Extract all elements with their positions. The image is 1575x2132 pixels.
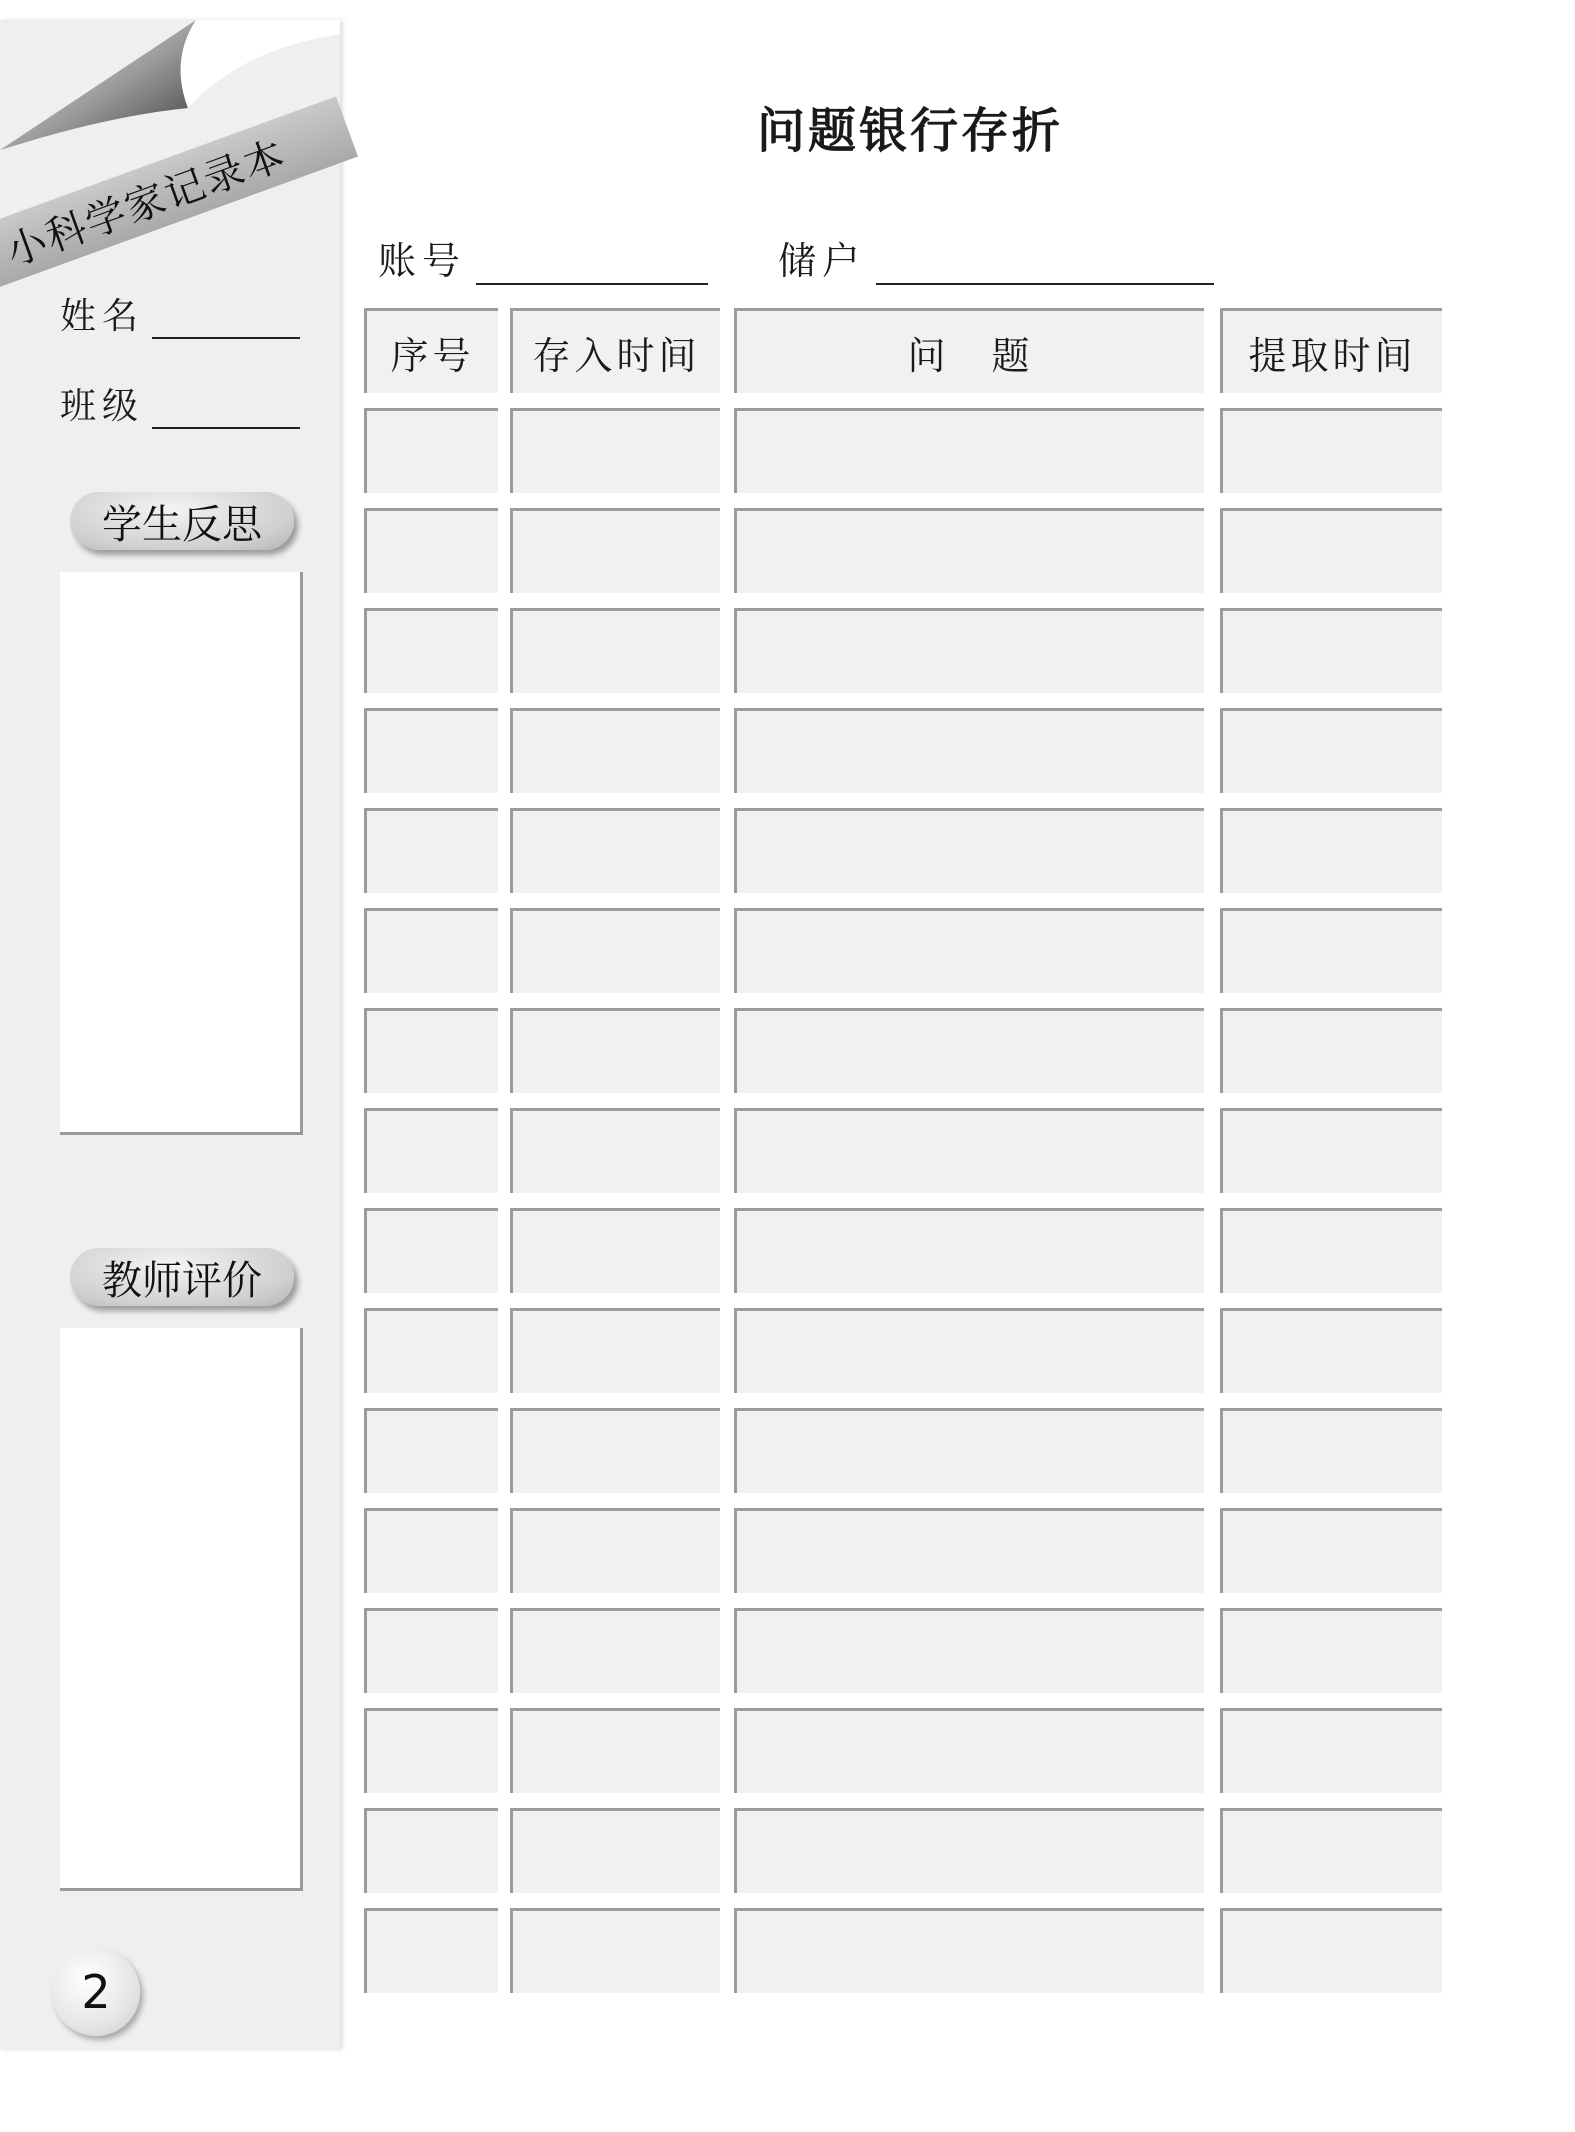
serial-number-cell[interactable]: [364, 808, 498, 893]
holder-label: 储户: [778, 239, 867, 283]
serial-number-cell[interactable]: [364, 608, 498, 693]
withdraw-time-cell[interactable]: [1220, 1708, 1442, 1793]
question-cell[interactable]: [734, 708, 1204, 793]
class-label: 班级: [60, 386, 145, 427]
question-cell[interactable]: [734, 1108, 1204, 1193]
deposit-time-cell[interactable]: [510, 1908, 720, 1993]
serial-number-cell[interactable]: [364, 1608, 498, 1693]
header-serial-number: 序号: [364, 308, 498, 393]
question-cell[interactable]: [734, 1708, 1204, 1793]
question-bank-table: [364, 308, 1442, 2008]
class-field: [60, 378, 300, 429]
serial-number-cell[interactable]: [364, 1008, 498, 1093]
deposit-time-cell[interactable]: [510, 1108, 720, 1193]
notebook-banner-text: 小科学家记录本: [0, 131, 293, 276]
serial-number-cell[interactable]: [364, 1908, 498, 1993]
serial-number-cell[interactable]: [364, 508, 498, 593]
question-cell[interactable]: [734, 1608, 1204, 1693]
header-question: 问 题: [734, 308, 1204, 393]
student-reflection-box[interactable]: [60, 572, 303, 1135]
table-row: [364, 1808, 1442, 1893]
withdraw-time-cell[interactable]: [1220, 1208, 1442, 1293]
serial-number-cell[interactable]: [364, 708, 498, 793]
name-label: 姓名: [60, 296, 145, 337]
serial-number-cell[interactable]: [364, 1208, 498, 1293]
withdraw-time-cell[interactable]: [1220, 1608, 1442, 1693]
student-reflection-badge: 学生反思: [70, 492, 294, 550]
serial-number-cell[interactable]: [364, 1408, 498, 1493]
deposit-time-cell[interactable]: [510, 1008, 720, 1093]
name-input-line[interactable]: [152, 307, 300, 339]
table-row: [364, 1708, 1442, 1793]
serial-number-cell[interactable]: [364, 1708, 498, 1793]
deposit-time-cell[interactable]: [510, 1308, 720, 1393]
deposit-time-cell[interactable]: [510, 1608, 720, 1693]
serial-number-cell[interactable]: [364, 1308, 498, 1393]
account-input-line[interactable]: [476, 249, 708, 285]
deposit-time-cell[interactable]: [510, 708, 720, 793]
teacher-evaluation-badge: 教师评价: [70, 1248, 294, 1306]
question-cell[interactable]: [734, 1208, 1204, 1293]
withdraw-time-cell[interactable]: [1220, 408, 1442, 493]
deposit-time-cell[interactable]: [510, 508, 720, 593]
question-cell[interactable]: [734, 508, 1204, 593]
name-field: [60, 288, 300, 339]
withdraw-time-cell[interactable]: [1220, 1808, 1442, 1893]
class-input-line[interactable]: [152, 397, 300, 429]
page-title: 问题银行存折: [756, 103, 1063, 159]
table-row: [364, 1008, 1442, 1093]
serial-number-cell[interactable]: [364, 908, 498, 993]
table-row: [364, 1508, 1442, 1593]
question-cell[interactable]: [734, 1908, 1204, 1993]
withdraw-time-cell[interactable]: [1220, 808, 1442, 893]
question-cell[interactable]: [734, 908, 1204, 993]
deposit-time-cell[interactable]: [510, 808, 720, 893]
withdraw-time-cell[interactable]: [1220, 1008, 1442, 1093]
withdraw-time-cell[interactable]: [1220, 708, 1442, 793]
deposit-time-cell[interactable]: [510, 1708, 720, 1793]
withdraw-time-cell[interactable]: [1220, 1308, 1442, 1393]
table-row: [364, 1608, 1442, 1693]
table-row: [364, 1908, 1442, 1993]
serial-number-cell[interactable]: [364, 1108, 498, 1193]
question-cell[interactable]: [734, 1508, 1204, 1593]
deposit-time-cell[interactable]: [510, 1508, 720, 1593]
holder-input-line[interactable]: [876, 249, 1214, 285]
header-deposit-time: 存入时间: [510, 308, 720, 393]
table-row: [364, 808, 1442, 893]
table-row: [364, 508, 1442, 593]
withdraw-time-cell[interactable]: [1220, 508, 1442, 593]
table-row: [364, 1408, 1442, 1493]
account-label: 账号: [378, 239, 467, 283]
withdraw-time-cell[interactable]: [1220, 1908, 1442, 1993]
withdraw-time-cell[interactable]: [1220, 1508, 1442, 1593]
question-cell[interactable]: [734, 1008, 1204, 1093]
holder-field: [778, 230, 1214, 285]
serial-number-cell[interactable]: [364, 1508, 498, 1593]
question-cell[interactable]: [734, 1308, 1204, 1393]
table-row: [364, 408, 1442, 493]
withdraw-time-cell[interactable]: [1220, 908, 1442, 993]
deposit-time-cell[interactable]: [510, 408, 720, 493]
table-row: [364, 1208, 1442, 1293]
question-cell[interactable]: [734, 608, 1204, 693]
sidebar: [0, 20, 340, 2050]
table-header-row: [364, 308, 1442, 393]
table-row: [364, 908, 1442, 993]
withdraw-time-cell[interactable]: [1220, 1408, 1442, 1493]
deposit-time-cell[interactable]: [510, 608, 720, 693]
page-number: 2: [52, 1948, 140, 2036]
table-row: [364, 1108, 1442, 1193]
question-cell[interactable]: [734, 1808, 1204, 1893]
serial-number-cell[interactable]: [364, 408, 498, 493]
deposit-time-cell[interactable]: [510, 1408, 720, 1493]
withdraw-time-cell[interactable]: [1220, 608, 1442, 693]
question-cell[interactable]: [734, 408, 1204, 493]
table-row: [364, 608, 1442, 693]
question-cell[interactable]: [734, 1408, 1204, 1493]
question-cell[interactable]: [734, 808, 1204, 893]
deposit-time-cell[interactable]: [510, 1208, 720, 1293]
serial-number-cell[interactable]: [364, 1808, 498, 1893]
deposit-time-cell[interactable]: [510, 908, 720, 993]
table-row: [364, 708, 1442, 793]
teacher-evaluation-box[interactable]: [60, 1328, 303, 1891]
header-withdraw-time: 提取时间: [1220, 308, 1442, 393]
deposit-time-cell[interactable]: [510, 1808, 720, 1893]
account-field: [378, 230, 708, 285]
withdraw-time-cell[interactable]: [1220, 1108, 1442, 1193]
table-row: [364, 1308, 1442, 1393]
